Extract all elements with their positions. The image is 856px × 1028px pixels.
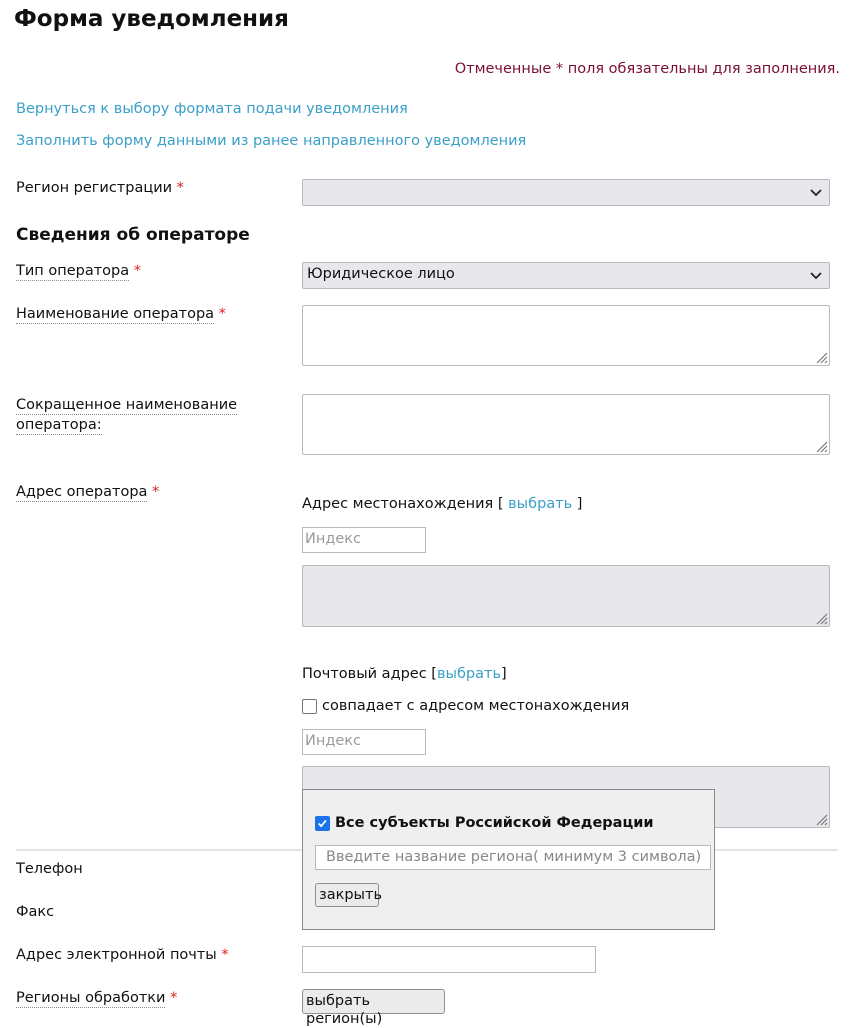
resize-grip-icon[interactable] xyxy=(814,439,828,453)
resize-grip-icon[interactable] xyxy=(814,350,828,364)
processing-regions-label: Регионы обработки * xyxy=(16,990,178,1006)
close-popup-button[interactable]: закрыть xyxy=(315,883,379,907)
operator-type-select[interactable]: Юридическое лицо xyxy=(302,262,830,289)
location-address-select-link[interactable]: выбрать xyxy=(508,496,573,512)
operator-section-title: Сведения об операторе xyxy=(16,225,250,245)
region-search-input[interactable]: Введите название региона( минимум 3 символа) xyxy=(315,845,711,870)
select-regions-button[interactable]: выбрать регион(ы) xyxy=(302,989,445,1014)
resize-grip-icon[interactable] xyxy=(814,812,828,826)
chevron-down-icon xyxy=(809,185,823,199)
operator-type-label: Тип оператора * xyxy=(16,263,141,279)
operator-address-label: Адрес оператора * xyxy=(16,484,160,500)
postal-index-input[interactable]: Индекс xyxy=(302,729,426,755)
all-subjects-label: Все субъекты Российской Федерации xyxy=(335,815,654,831)
operator-name-textarea[interactable] xyxy=(302,305,830,366)
fill-from-previous-link[interactable]: Заполнить форму данными из ранее направленного уведомления xyxy=(16,133,527,149)
resize-grip-icon[interactable] xyxy=(814,611,828,625)
short-name-label: Сокращенное наименование оператора: xyxy=(16,397,238,433)
fax-label: Факс xyxy=(16,904,55,920)
location-index-input[interactable]: Индекс xyxy=(302,527,426,553)
checkmark-icon xyxy=(316,817,329,830)
postal-address-label: Почтовый адрес [выбрать] xyxy=(302,666,507,682)
chevron-down-icon xyxy=(809,268,823,282)
email-input[interactable] xyxy=(302,946,596,973)
back-to-format-link[interactable]: Вернуться к выбору формата подачи уведомления xyxy=(16,101,408,117)
location-address-label: Адрес местонахождения [ выбрать ] xyxy=(302,496,583,512)
postal-address-select-link[interactable]: выбрать xyxy=(436,666,501,682)
location-address-textarea[interactable] xyxy=(302,565,830,627)
page-title: Форма уведомления xyxy=(14,6,289,32)
phone-label: Телефон xyxy=(16,861,83,877)
short-name-textarea[interactable] xyxy=(302,394,830,455)
same-as-location-label: совпадает с адресом местонахождения xyxy=(322,698,630,714)
region-select-popup xyxy=(302,789,715,930)
region-label: Регион регистрации * xyxy=(16,180,184,196)
email-label: Адрес электронной почты * xyxy=(16,947,229,963)
region-select[interactable] xyxy=(302,179,830,206)
operator-name-label: Наименование оператора * xyxy=(16,306,226,322)
same-as-location-checkbox[interactable] xyxy=(302,699,317,714)
required-fields-note: Отмеченные * поля обязательны для заполнения. xyxy=(454,61,840,77)
all-subjects-checkbox[interactable] xyxy=(315,816,330,831)
